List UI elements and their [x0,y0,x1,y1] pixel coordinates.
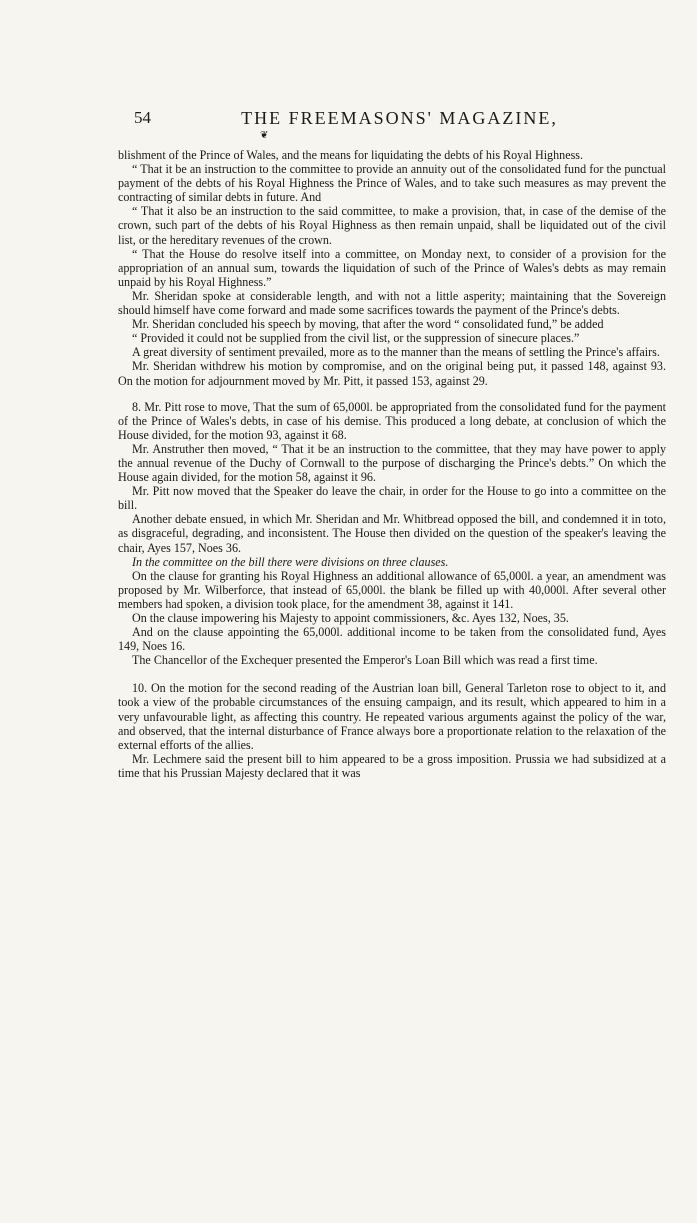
paragraph: The Chancellor of the Exchequer presented the Emperor's Loan Bill which was read a first time. [132,653,598,668]
article-body [118,148,666,780]
page-header [132,108,667,136]
paragraph: Mr. Sheridan spoke at considerable length, and with not a little asperity; maintaining that the Sovereign should himself have come forward and made some sacrifices towards the payment of the Prince's debts. [118,288,666,318]
paragraph: Another debate ensued, in which Mr. Sheridan and Mr. Whitbread opposed the bill, and condemned it in toto, as disgraceful, degrading, and inconsistent. The House then divided on the question of the speaker's leaving the chair, Ayes 157, Noes 36. [118,512,666,555]
ornament-icon: ❦ [260,130,269,141]
paragraph: In the committee on the bill there were divisions on three clauses. [132,554,449,569]
paragraph: A great diversity of sentiment prevailed, more as to the manner than the means of settling the Prince's affairs. [132,345,660,360]
paragraph: “ Provided it could not be supplied from the civil list, or the suppression of sinecure places.” [132,331,580,346]
paragraph: And on the clause appointing the 65,000l. additional income to be taken from the consolidated fund, Ayes 149, Noes 16. [118,625,666,654]
paragraph: blishment of the Prince of Wales, and the means for liquidating the debts of his Royal Highness. [118,148,584,162]
paragraph: 8. Mr. Pitt rose to move, That the sum of 65,000l. be appropriated from the consolidated fund for the payment of the Prince of Wales's debts, in case of his demise. This produced a long debate, at conclusion of which the House divided, for the motion 93, against it 68. [118,399,666,442]
running-title: THE FREEMASONS' MAGAZINE, [241,108,558,128]
paragraph: Mr. Pitt now moved that the Speaker do leave the chair, in order for the House to go into a committee on the bill. [118,484,666,513]
paragraph: On the clause for granting his Royal Highness an additional allowance of 65,000l. a year, an amendment was proposed by Mr. Wilberforce, that instead of 65,000l. the blank be filled up with 40,000l. After several other members had spoken, a division took place, for the amendment 38, against it 141. [118,568,666,611]
page-number: 54 [134,108,151,127]
paragraph: Mr. Lechmere said the present bill to him appeared to be a gross imposition. Prussia we had subsidized at a time that his Prussian Majesty declared that it was [118,751,666,780]
paragraph: “ That the House do resolve itself into a committee, on Monday next, to consider of a provision for the appropriation of an annual sum, towards the liquidation of such of the Prince of Wales's debts as may remain unpaid by his Royal Highness.” [118,246,666,289]
paragraph: “ That it be an instruction to the committee to provide an annuity out of the consolidated fund for the punctual payment of the debts of his Royal Highness the Prince of Wales, and to take such measures as may prevent the contracting of similar debts in future. And [118,162,666,205]
paragraph: “ That it also be an instruction to the said committee, to make a provision, that, in case of the demise of the crown, such part of the debts of his Royal Highness as then remain unpaid, shall be liquidated out of the civil list, or the hereditary revenues of the crown. [118,204,666,247]
paragraph: 10. On the motion for the second reading of the Austrian loan bill, General Tarleton rose to object to it, and took a view of the probable circumstances of the ensuing campaign, and its result, which appeared to him in a very unfavourable light, as affecting this country. He repeated various arguments against the policy of the war, and observed, that the internal disturbance of France always bore a proportionate relation to the relaxation of the external efforts of the allies. [118,681,666,752]
paragraph: On the clause impowering his Majesty to appoint commissioners, &c. Ayes 132, Noes, 35. [132,611,569,625]
paragraph: Mr. Sheridan concluded his speech by moving, that after the word “ consolidated fund,” be added [132,317,604,332]
paragraph: Mr. Sheridan withdrew his motion by compromise, and on the original being put, it passed 148, against 93. On the motion for adjournment moved by Mr. Pitt, it passed 153, against 29. [118,359,666,388]
paragraph: Mr. Anstruther then moved, “ That it be an instruction to the committee, that they may have power to apply the annual revenue of the Duchy of Cornwall to the purpose of discharging the Prince's debts.” On which the House again divided, for the motion 58, against it 96. [118,441,666,485]
